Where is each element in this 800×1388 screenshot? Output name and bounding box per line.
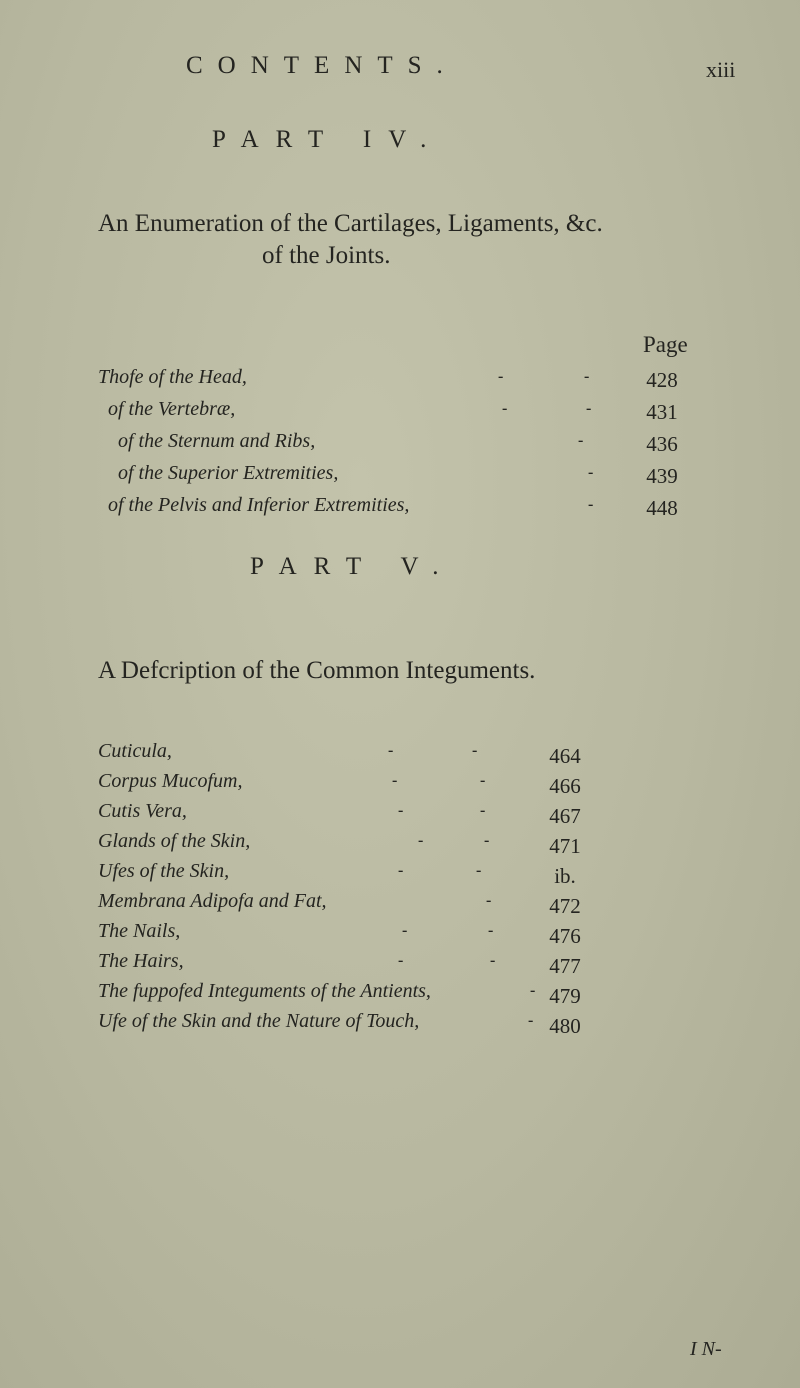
toc-entry-label: of the Sternum and Ribs, xyxy=(118,430,316,452)
toc-entry-label: Thofe of the Head, xyxy=(98,366,247,388)
toc-entry-label: Cutis Vera, xyxy=(98,800,187,822)
toc-entry-label: Glands of the Skin, xyxy=(98,830,251,852)
leader-dash: - xyxy=(398,802,404,819)
toc-entry-label: The fuppofed Integuments of the Antients, xyxy=(98,980,431,1002)
toc-entry-label: Ufe of the Skin and the Nature of Touch, xyxy=(98,1010,420,1032)
part-iv-title-line-1: An Enumeration of the Cartilages, Ligaments, &c. xyxy=(98,210,603,237)
leader-dash: - xyxy=(578,432,584,449)
page-column-label: Page xyxy=(643,332,688,357)
leader-dash: - xyxy=(528,1012,534,1029)
leader-dash: - xyxy=(584,368,590,385)
toc-entry-page: 464 xyxy=(549,744,581,768)
toc-entry-page: 439 xyxy=(646,464,678,488)
toc-entry-page: 476 xyxy=(549,924,581,948)
leader-dash: - xyxy=(586,400,592,417)
catchword: I N- xyxy=(690,1338,722,1360)
leader-dash: - xyxy=(588,464,594,481)
toc-entry-label: of the Vertebræ, xyxy=(108,398,236,420)
leader-dash: - xyxy=(398,862,404,879)
toc-entry-label: The Nails, xyxy=(98,920,181,942)
toc-entry-page: 471 xyxy=(549,834,581,858)
running-header: CONTENTS. xyxy=(186,52,458,79)
part-iv-heading: PART IV. xyxy=(212,126,444,153)
leader-dash: - xyxy=(486,892,492,909)
leader-dash: - xyxy=(472,742,478,759)
leader-dash: - xyxy=(388,742,394,759)
leader-dash: - xyxy=(480,802,486,819)
leader-dash: - xyxy=(484,832,490,849)
page-number: xiii xyxy=(706,57,736,82)
toc-entry-page: 448 xyxy=(646,496,678,520)
toc-entry-page: 466 xyxy=(549,774,581,798)
part-v-title: A Defcription of the Common Integuments. xyxy=(98,657,536,684)
leader-dash: - xyxy=(392,772,398,789)
toc-entry-label: Cuticula, xyxy=(98,740,172,762)
leader-dash: - xyxy=(502,400,508,417)
toc-entry-label: Ufes of the Skin, xyxy=(98,860,230,882)
toc-entry-label: The Hairs, xyxy=(98,950,184,972)
toc-entry-page: 467 xyxy=(549,804,581,828)
toc-entry-page: 479 xyxy=(549,984,581,1008)
toc-entry-page: 436 xyxy=(646,432,678,456)
toc-entry-page: 472 xyxy=(549,894,581,918)
leader-dash: - xyxy=(480,772,486,789)
leader-dash: - xyxy=(588,496,594,513)
toc-entry-page: 477 xyxy=(549,954,581,978)
toc-entry-label: of the Superior Extremities, xyxy=(118,462,339,484)
toc-entry-label: Membrana Adipofa and Fat, xyxy=(98,890,327,912)
toc-entry-page: ib. xyxy=(554,864,576,888)
leader-dash: - xyxy=(402,922,408,939)
toc-entry-label: Corpus Mucofum, xyxy=(98,770,243,792)
leader-dash: - xyxy=(476,862,482,879)
toc-entry-label: of the Pelvis and Inferior Extremities, xyxy=(108,494,410,516)
leader-dash: - xyxy=(488,922,494,939)
part-iv-title-line-2: of the Joints. xyxy=(262,242,391,269)
toc-entry-page: 431 xyxy=(646,400,678,424)
leader-dash: - xyxy=(398,952,404,969)
toc-entry-page: 480 xyxy=(549,1014,581,1038)
leader-dash: - xyxy=(490,952,496,969)
part-v-heading: PART V. xyxy=(250,553,456,580)
leader-dash: - xyxy=(418,832,424,849)
leader-dash: - xyxy=(498,368,504,385)
toc-entry-page: 428 xyxy=(646,368,678,392)
leader-dash: - xyxy=(530,982,536,999)
